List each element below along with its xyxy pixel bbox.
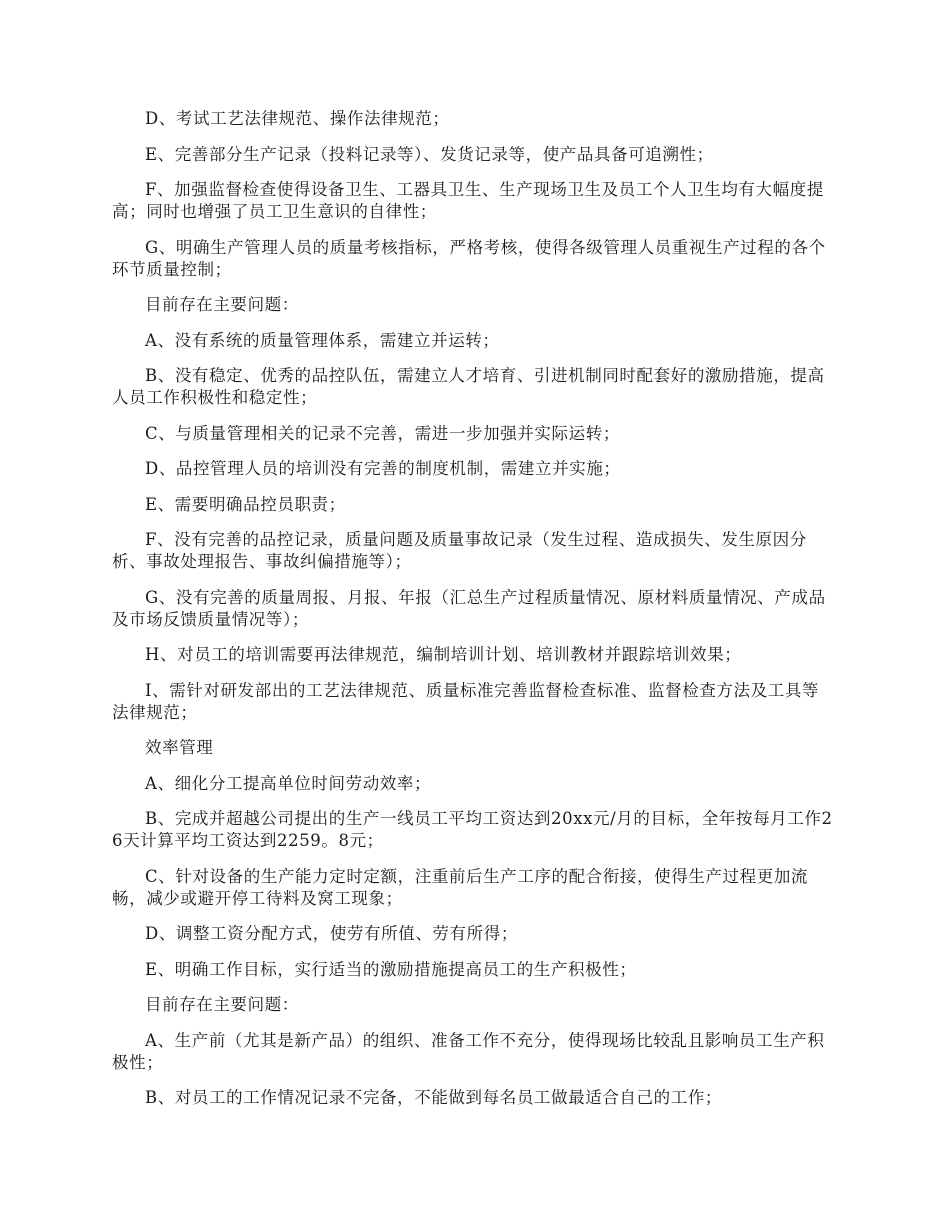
paragraph-qc-duties: E、需要明确品控员职责；	[145, 494, 346, 514]
paragraph-preparation-issues: A、生产前（尤其是新产品）的组织、准备工作不充分，使得现场比较乱且影响员工生产积极性；	[112, 1030, 825, 1072]
document-page	[112, 108, 834, 1123]
paragraph-work-goals: E、明确工作目标，实行适当的激励措施提高员工的生产积极性；	[145, 959, 637, 979]
heading-efficiency-management: 效率管理	[145, 738, 214, 757]
paragraph-no-quality-system: A、没有系统的质量管理体系，需建立并运转；	[145, 330, 500, 350]
heading-current-problems: 目前存在主要问题：	[145, 295, 299, 314]
paragraph-qc-incident-records: F、没有完善的品控记录，质量问题及质量事故记录（发生过程、造成损失、发生原因分析、事故处理报告、事故纠偏措施等）；	[112, 530, 807, 571]
paragraph-quality-reports: G、没有完善的质量周报、月报、年报（汇总生产过程质量情况、原材料质量情况、产成品及市场反馈质量情况等）；	[112, 587, 826, 629]
paragraph-work-records-issues: B、对员工的工作情况记录不完备，不能做到每名员工做最适合自己的工作；	[145, 1088, 723, 1107]
heading-current-problems-2: 目前存在主要问题：	[145, 995, 299, 1014]
paragraph-quality-assessment: G、明确生产管理人员的质量考核指标，严格考核，使得各级管理人员重视生产过程的各个环节质量控制；	[112, 237, 826, 279]
paragraph-exam-process-norms: D、考试工艺法律规范、操作法律规范；	[145, 109, 450, 128]
paragraph-division-of-labor: A、细化分工提高单位时间劳动效率；	[145, 773, 432, 793]
paragraph-production-records: E、完善部分生产记录（投料记录等）、发货记录等，使产品具备可追溯性；	[145, 144, 714, 164]
paragraph-qc-team: B、没有稳定、优秀的品控队伍，需建立人才培育、引进机制同时配套好的激励措施，提高人员工作积极性和稳定性；	[112, 366, 825, 407]
paragraph-qc-training: D、品控管理人员的培训没有完善的制度机制，需建立并实施；	[145, 459, 621, 478]
paragraph-hygiene-inspection: F、加强监督检查使得设备卫生、工器具卫生、生产现场卫生及员工个人卫生均有大幅度提高；同时也增强了员工卫生意识的自律性；	[112, 180, 824, 221]
paragraph-wage-target: B、完成并超越公司提出的生产一线员工平均工资达到20xx元/月的目标，全年按每月工作26天计算平均工资达到2259。8元；	[112, 809, 833, 850]
paragraph-quality-records: C、与质量管理相关的记录不完善，需进一步加强并实际运转；	[145, 423, 620, 443]
paragraph-capacity-quota: C、针对设备的生产能力定时定额，注重前后生产工序的配合衔接，使得生产过程更加流畅，减少或避开停工待料及窝工现象；	[112, 866, 809, 908]
paragraph-rd-standards: I、需针对研发部出的工艺法律规范、质量标准完善监督检查标准、监督检查方法及工具等法律规范；	[112, 680, 820, 722]
paragraph-staff-training: H、对员工的培训需要再法律规范，编制培训计划、培训教材并跟踪培训效果；	[145, 645, 742, 664]
paragraph-wage-distribution: D、调整工资分配方式，使劳有所值、劳有所得；	[145, 924, 518, 943]
